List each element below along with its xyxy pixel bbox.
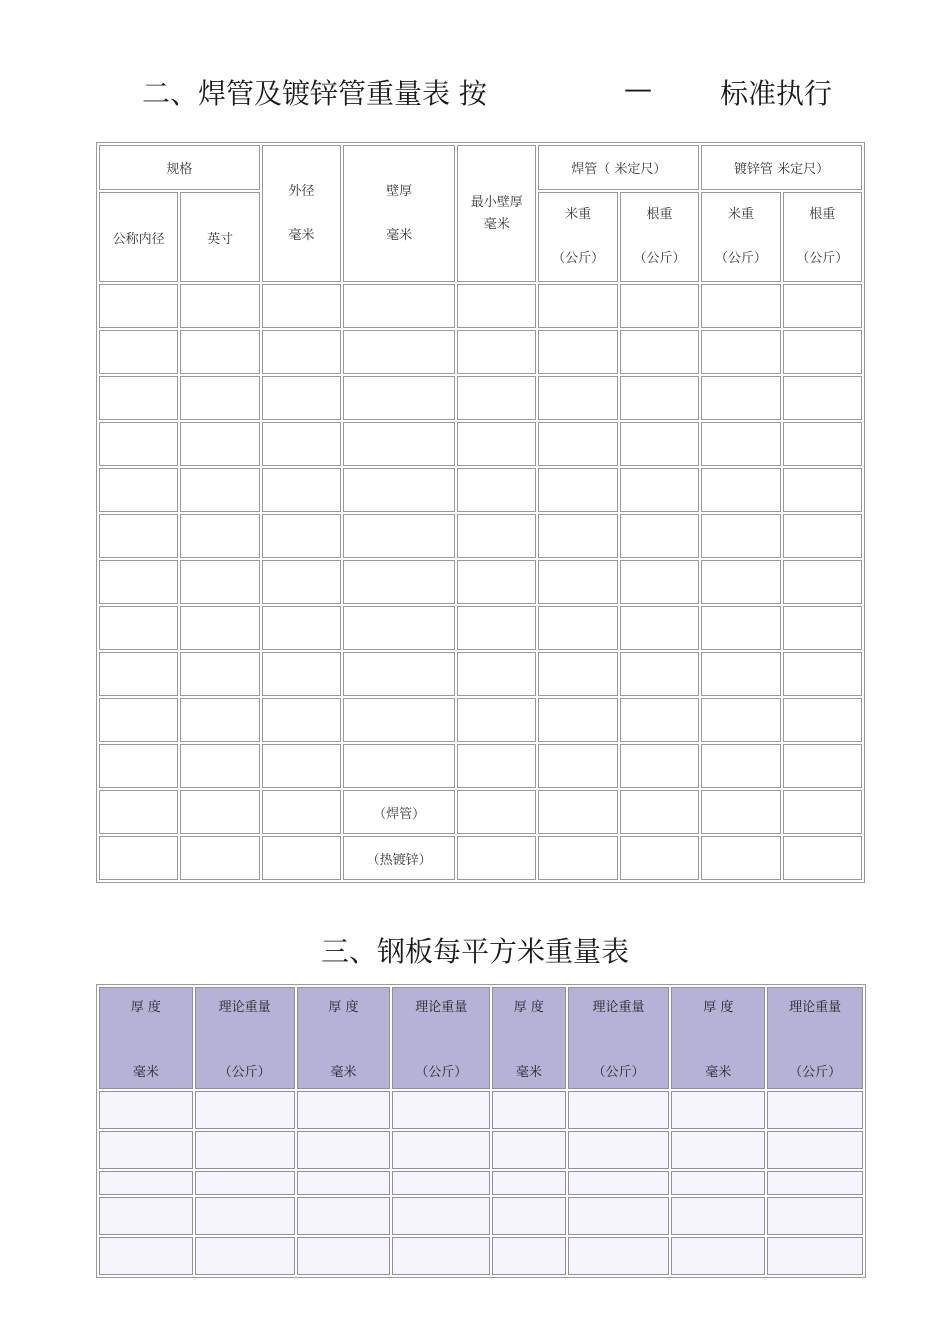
table-cell bbox=[297, 1091, 391, 1129]
table-cell bbox=[701, 560, 780, 604]
table-cell bbox=[620, 376, 699, 420]
table-cell bbox=[343, 422, 455, 466]
header-mizhong-2 bbox=[701, 192, 780, 282]
table-cell bbox=[180, 560, 259, 604]
table-cell bbox=[568, 1131, 670, 1169]
table-cell bbox=[568, 1197, 670, 1235]
table-cell bbox=[99, 698, 178, 742]
table-cell bbox=[701, 330, 780, 374]
houdu-label: 厚 度 bbox=[703, 1000, 734, 1015]
table-cell bbox=[701, 376, 780, 420]
plate-header-houdu bbox=[671, 987, 765, 1089]
table-row bbox=[99, 560, 862, 604]
table-cell bbox=[671, 1091, 765, 1129]
waijing-unit: 毫米 bbox=[288, 227, 315, 243]
table-cell bbox=[99, 284, 178, 328]
houdu-label: 厚 度 bbox=[130, 1000, 161, 1015]
note-hanguan: （焊管） bbox=[343, 790, 455, 834]
table-cell bbox=[783, 790, 862, 834]
table-cell bbox=[262, 330, 341, 374]
gongjin-label: （公斤） bbox=[552, 251, 605, 266]
table-cell bbox=[620, 836, 699, 880]
table-cell bbox=[701, 468, 780, 512]
table-cell bbox=[343, 744, 455, 788]
table-cell bbox=[457, 652, 536, 696]
table-cell bbox=[262, 422, 341, 466]
table-cell bbox=[492, 1197, 565, 1235]
table-cell bbox=[392, 1237, 490, 1275]
table-cell bbox=[180, 744, 259, 788]
table-cell bbox=[99, 422, 178, 466]
table-cell bbox=[392, 1171, 490, 1195]
table-cell bbox=[262, 698, 341, 742]
table-cell bbox=[492, 1091, 565, 1129]
table-cell bbox=[538, 698, 617, 742]
table-cell bbox=[343, 698, 455, 742]
table-cell bbox=[195, 1131, 295, 1169]
table-cell bbox=[180, 330, 259, 374]
table-cell bbox=[620, 560, 699, 604]
table-cell bbox=[671, 1197, 765, 1235]
header-bihou bbox=[343, 145, 455, 282]
table-cell bbox=[99, 1197, 193, 1235]
table-cell bbox=[343, 514, 455, 558]
table-cell bbox=[701, 744, 780, 788]
table-cell bbox=[767, 1171, 863, 1195]
table-cell bbox=[99, 606, 178, 650]
plate-header-houdu bbox=[297, 987, 391, 1089]
table-row bbox=[99, 284, 862, 328]
table-cell bbox=[99, 376, 178, 420]
table-cell bbox=[457, 330, 536, 374]
table-cell bbox=[701, 284, 780, 328]
plate-header-lilun bbox=[195, 987, 295, 1089]
note-reduxin: （热镀锌） bbox=[343, 836, 455, 880]
table-cell bbox=[297, 1237, 391, 1275]
genzhong-label: 根重 bbox=[809, 207, 836, 222]
table-cell bbox=[99, 514, 178, 558]
table-cell bbox=[180, 790, 259, 834]
table-cell bbox=[701, 790, 780, 834]
table-cell bbox=[538, 790, 617, 834]
lilun-label: 理论重量 bbox=[592, 1000, 645, 1015]
gongjin-label: （公斤） bbox=[789, 1065, 842, 1080]
table-cell bbox=[538, 376, 617, 420]
table-cell bbox=[783, 652, 862, 696]
table-cell bbox=[701, 422, 780, 466]
table-cell bbox=[457, 284, 536, 328]
table-cell bbox=[620, 790, 699, 834]
lilun-label: 理论重量 bbox=[218, 1000, 271, 1015]
table-cell bbox=[701, 836, 780, 880]
table-cell bbox=[99, 744, 178, 788]
table-cell bbox=[262, 836, 341, 880]
table-row bbox=[99, 698, 862, 742]
table-cell bbox=[99, 560, 178, 604]
table-cell bbox=[457, 836, 536, 880]
table-row bbox=[99, 790, 862, 834]
table-cell bbox=[620, 652, 699, 696]
table-cell bbox=[262, 514, 341, 558]
table-cell bbox=[783, 330, 862, 374]
header-gongcheng: 公称内径 bbox=[99, 192, 178, 282]
table-cell bbox=[457, 468, 536, 512]
lilun-label: 理论重量 bbox=[789, 1000, 842, 1015]
table-cell bbox=[262, 376, 341, 420]
table-cell bbox=[457, 422, 536, 466]
mizhong-label: 米重 bbox=[565, 207, 592, 222]
table-cell bbox=[671, 1131, 765, 1169]
table-cell bbox=[783, 514, 862, 558]
table-row bbox=[99, 836, 862, 880]
bihou-label: 壁厚 bbox=[386, 183, 413, 199]
table-cell bbox=[620, 468, 699, 512]
header-waijing bbox=[262, 145, 341, 282]
table-cell bbox=[538, 606, 617, 650]
table-cell bbox=[297, 1171, 391, 1195]
table-cell bbox=[343, 376, 455, 420]
table-row bbox=[99, 468, 862, 512]
table-cell bbox=[671, 1237, 765, 1275]
table-cell bbox=[457, 376, 536, 420]
table-cell bbox=[783, 836, 862, 880]
table-cell bbox=[99, 1171, 193, 1195]
table-cell bbox=[767, 1197, 863, 1235]
gongjin-label: （公斤） bbox=[592, 1065, 645, 1080]
table-cell bbox=[620, 330, 699, 374]
section-title-plate: 三、钢板每平方米重量表 bbox=[320, 935, 629, 968]
table-cell bbox=[783, 744, 862, 788]
table-cell bbox=[538, 744, 617, 788]
table-cell bbox=[262, 468, 341, 512]
header-zuixiao bbox=[457, 145, 536, 282]
table-cell bbox=[767, 1237, 863, 1275]
table-cell bbox=[262, 652, 341, 696]
table-cell bbox=[180, 606, 259, 650]
table-cell bbox=[195, 1171, 295, 1195]
table-cell bbox=[568, 1091, 670, 1129]
table-cell bbox=[195, 1197, 295, 1235]
plate-header-houdu bbox=[99, 987, 193, 1089]
table-cell bbox=[180, 652, 259, 696]
plate-header-lilun bbox=[568, 987, 670, 1089]
header-duxin: 镀锌管 米定尺） bbox=[701, 145, 862, 190]
plate-header-lilun bbox=[767, 987, 863, 1089]
table-row bbox=[99, 652, 862, 696]
table-cell bbox=[767, 1091, 863, 1129]
table-row bbox=[99, 1131, 863, 1169]
table-cell bbox=[620, 422, 699, 466]
table-row bbox=[99, 330, 862, 374]
zuixiao-unit: 毫米 bbox=[483, 216, 510, 232]
table-cell bbox=[180, 468, 259, 512]
header-genzhong-1 bbox=[620, 192, 699, 282]
table-cell bbox=[783, 468, 862, 512]
section-title-pipe bbox=[0, 70, 950, 114]
table-row bbox=[99, 744, 862, 788]
table-cell bbox=[783, 284, 862, 328]
haomi-label: 毫米 bbox=[705, 1065, 732, 1080]
header-yingcun: 英寸 bbox=[180, 192, 259, 282]
table-cell bbox=[492, 1171, 565, 1195]
table-cell bbox=[262, 560, 341, 604]
table-cell bbox=[457, 514, 536, 558]
table-cell bbox=[538, 330, 617, 374]
table-cell bbox=[457, 698, 536, 742]
table-cell bbox=[99, 790, 178, 834]
haomi-label: 毫米 bbox=[132, 1065, 159, 1080]
table-cell bbox=[195, 1237, 295, 1275]
table-cell bbox=[180, 422, 259, 466]
table-row bbox=[99, 606, 862, 650]
table-cell bbox=[262, 744, 341, 788]
table-cell bbox=[99, 652, 178, 696]
table-cell bbox=[457, 606, 536, 650]
table-row bbox=[99, 376, 862, 420]
table-cell bbox=[620, 744, 699, 788]
waijing-label: 外径 bbox=[288, 183, 315, 199]
table-row bbox=[99, 1197, 863, 1235]
table-cell bbox=[262, 284, 341, 328]
header-guige: 规格 bbox=[99, 145, 260, 190]
table-cell bbox=[297, 1197, 391, 1235]
genzhong-label: 根重 bbox=[646, 207, 673, 222]
table-cell bbox=[343, 330, 455, 374]
table-cell bbox=[343, 652, 455, 696]
header-mizhong-1 bbox=[538, 192, 617, 282]
table-cell bbox=[538, 836, 617, 880]
table-cell bbox=[99, 1131, 193, 1169]
table-cell bbox=[492, 1131, 565, 1169]
table-cell bbox=[538, 284, 617, 328]
gongjin-label: （公斤） bbox=[415, 1065, 468, 1080]
table-cell bbox=[180, 836, 259, 880]
title-part-c: 标准执行 bbox=[720, 77, 833, 110]
table-cell bbox=[180, 698, 259, 742]
table-row bbox=[99, 1091, 863, 1129]
table-cell bbox=[392, 1197, 490, 1235]
table-cell bbox=[180, 514, 259, 558]
table-cell bbox=[538, 468, 617, 512]
pipe-weight-table bbox=[96, 142, 865, 883]
table-row bbox=[99, 514, 862, 558]
table-row bbox=[99, 422, 862, 466]
table-cell bbox=[457, 560, 536, 604]
table-cell bbox=[180, 284, 259, 328]
table-cell bbox=[620, 606, 699, 650]
pipe-table-body bbox=[99, 284, 862, 880]
table-cell bbox=[620, 284, 699, 328]
table-cell bbox=[701, 652, 780, 696]
table-cell bbox=[538, 514, 617, 558]
houdu-label: 厚 度 bbox=[513, 1000, 544, 1015]
table-cell bbox=[99, 468, 178, 512]
table-cell bbox=[620, 698, 699, 742]
haomi-label: 毫米 bbox=[515, 1065, 542, 1080]
table-cell bbox=[343, 284, 455, 328]
table-cell bbox=[701, 698, 780, 742]
table-cell bbox=[783, 560, 862, 604]
table-cell bbox=[392, 1131, 490, 1169]
title-part-a: 二、焊管及镀锌管重量表 按 bbox=[142, 77, 487, 110]
table-cell bbox=[457, 790, 536, 834]
mizhong-label: 米重 bbox=[727, 207, 754, 222]
header-hanguan: 焊管（ 米定尺） bbox=[538, 145, 699, 190]
table-cell bbox=[767, 1131, 863, 1169]
plate-table-body bbox=[99, 1091, 863, 1275]
table-cell bbox=[538, 422, 617, 466]
title-part-b: — bbox=[624, 72, 652, 105]
bihou-unit: 毫米 bbox=[386, 227, 413, 243]
gongjin-label: （公斤） bbox=[633, 251, 686, 266]
table-cell bbox=[99, 330, 178, 374]
table-cell bbox=[671, 1171, 765, 1195]
plate-header-lilun bbox=[392, 987, 490, 1089]
gongjin-label: （公斤） bbox=[218, 1065, 271, 1080]
haomi-label: 毫米 bbox=[330, 1065, 357, 1080]
table-cell bbox=[343, 606, 455, 650]
table-cell bbox=[492, 1237, 565, 1275]
table-cell bbox=[568, 1237, 670, 1275]
table-cell bbox=[538, 560, 617, 604]
table-cell bbox=[701, 606, 780, 650]
table-cell bbox=[620, 514, 699, 558]
table-row bbox=[99, 1237, 863, 1275]
header-genzhong-2 bbox=[783, 192, 862, 282]
table-cell bbox=[343, 468, 455, 512]
table-cell bbox=[568, 1171, 670, 1195]
table-row bbox=[99, 1171, 863, 1195]
table-cell bbox=[99, 836, 178, 880]
table-cell bbox=[783, 422, 862, 466]
table-cell bbox=[701, 514, 780, 558]
table-cell bbox=[297, 1131, 391, 1169]
table-cell bbox=[783, 376, 862, 420]
gongjin-label: （公斤） bbox=[714, 251, 767, 266]
plate-weight-table bbox=[96, 984, 866, 1278]
table-cell bbox=[262, 606, 341, 650]
table-cell bbox=[343, 560, 455, 604]
table-cell bbox=[783, 698, 862, 742]
table-cell bbox=[262, 790, 341, 834]
table-cell bbox=[538, 652, 617, 696]
table-cell bbox=[392, 1091, 490, 1129]
gongjin-label: （公斤） bbox=[796, 251, 849, 266]
houdu-label: 厚 度 bbox=[328, 1000, 359, 1015]
table-cell bbox=[99, 1237, 193, 1275]
table-cell bbox=[783, 606, 862, 650]
table-cell bbox=[180, 376, 259, 420]
plate-header-houdu bbox=[492, 987, 565, 1089]
table-cell bbox=[457, 744, 536, 788]
table-cell bbox=[99, 1091, 193, 1129]
table-cell bbox=[195, 1091, 295, 1129]
zuixiao-label: 最小壁厚 bbox=[470, 194, 523, 210]
lilun-label: 理论重量 bbox=[415, 1000, 468, 1015]
